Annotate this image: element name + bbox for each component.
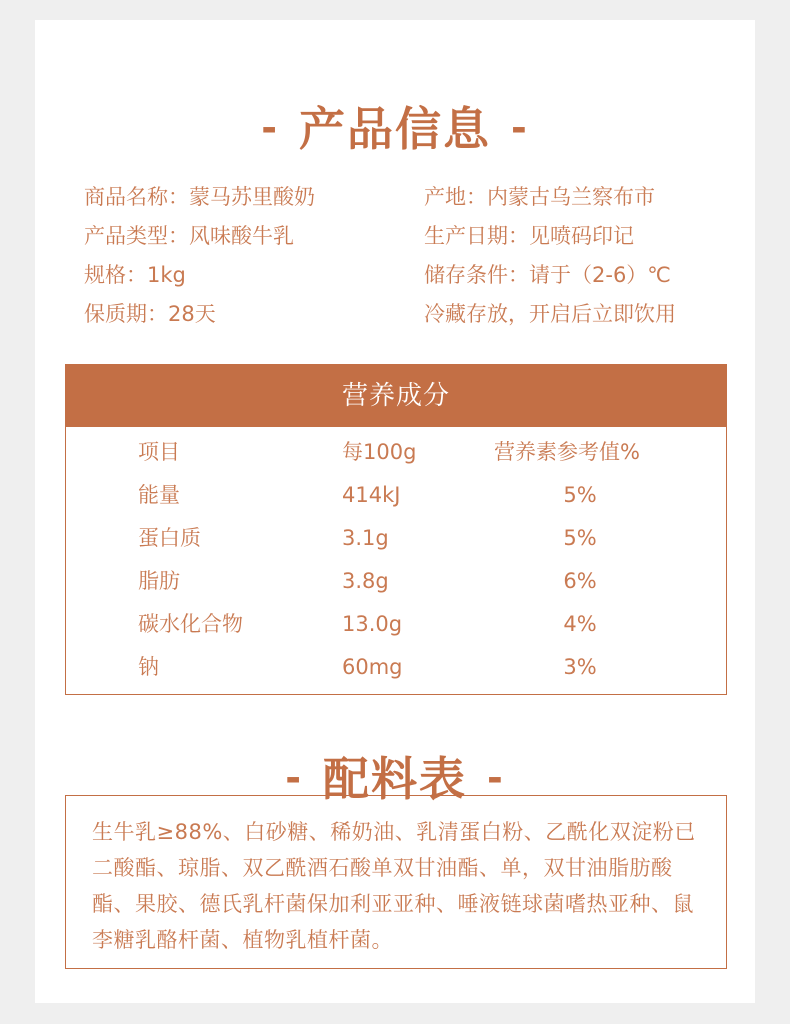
- shelf-life: 保质期：28天: [84, 302, 216, 326]
- storage-condition: 储存条件：请于（2-6）℃: [424, 263, 671, 287]
- nutrient-amount: 414kJ: [342, 483, 401, 507]
- nutrient-name: 钠: [138, 655, 159, 679]
- storage-note: 冷藏存放，开启后立即饮用: [424, 302, 676, 326]
- nutrient-name: 脂肪: [138, 569, 180, 593]
- nutrient-amount: 3.1g: [342, 526, 389, 550]
- product-info-left-column: [84, 178, 315, 334]
- ingredients-box: [65, 795, 727, 969]
- nutrition-table: [65, 364, 727, 695]
- ingredients-text: 生牛乳≥88%、白砂糖、稀奶油、乳清蛋白粉、乙酰化双淀粉已二酸酯、琼脂、双乙酰酒石酸单双甘油酯、单，双甘油脂肪酸酯、果胶、德氏乳杆菌保加利亚亚种、唾液链球菌嗜热亚种、鼠李糖乳酪杆菌、植物乳植杆菌。: [92, 820, 696, 952]
- table-row: [66, 646, 726, 689]
- nutrient-amount: 13.0g: [342, 612, 403, 636]
- nutrient-nrv: 6%: [563, 569, 597, 593]
- nutrition-table-title: 营养成分: [66, 365, 726, 427]
- product-detail-card: [35, 20, 755, 1003]
- nutrient-nrv: 5%: [563, 483, 597, 507]
- product-name: 商品名称：蒙马苏里酸奶: [84, 185, 315, 209]
- table-row: [66, 517, 726, 560]
- nutrient-name: 碳水化合物: [138, 612, 243, 636]
- nutrient-name: 蛋白质: [138, 526, 201, 550]
- nutrient-name: 能量: [138, 483, 180, 507]
- header-item: 项目: [138, 440, 180, 464]
- nutrient-nrv: 5%: [563, 526, 597, 550]
- product-info-title-text: 产品信息: [299, 102, 491, 156]
- ingredients-title-text: 配料表: [323, 752, 467, 806]
- nutrient-amount: 3.8g: [342, 569, 389, 593]
- production-date: 生产日期：见喷码印记: [424, 224, 634, 248]
- table-row: [66, 560, 726, 603]
- title-dash-right: -: [511, 106, 529, 150]
- product-spec: 规格：1kg: [84, 263, 186, 287]
- title-dash-right: -: [487, 756, 505, 800]
- product-info-right-column: [424, 178, 676, 334]
- table-row: [66, 603, 726, 646]
- nutrition-header-row: 项目 每100g 营养素参考值%: [66, 431, 726, 474]
- title-dash-left: -: [285, 756, 303, 800]
- nutrient-nrv: 3%: [563, 655, 597, 679]
- nutrient-nrv: 4%: [563, 612, 597, 636]
- nutrient-amount: 60mg: [342, 655, 403, 679]
- table-row: [66, 474, 726, 517]
- title-dash-left: -: [261, 106, 279, 150]
- product-type: 产品类型：风味酸牛乳: [84, 224, 294, 248]
- product-info-title: [35, 93, 755, 159]
- header-per-100g: 每100g: [342, 440, 417, 464]
- origin: 产地：内蒙古乌兰察布市: [424, 185, 655, 209]
